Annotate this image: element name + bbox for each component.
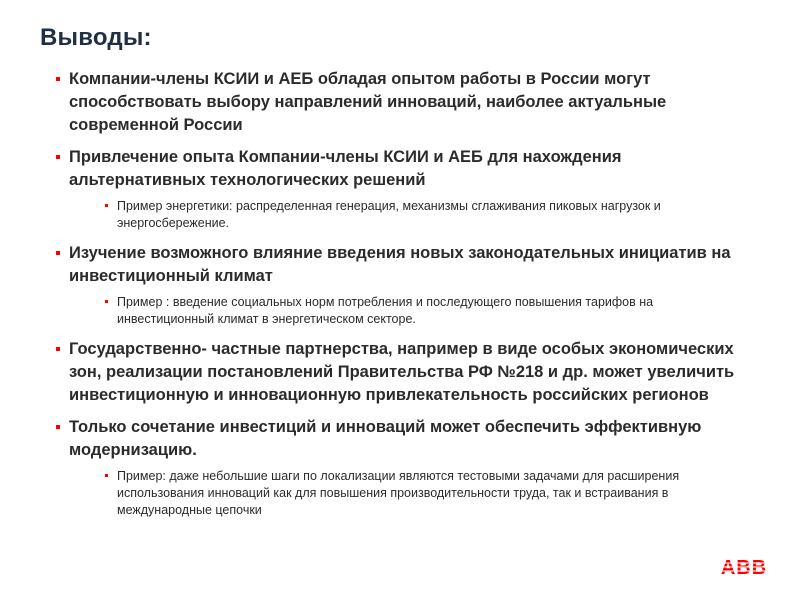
bullet-item-4 (52, 338, 752, 407)
sub-bullet-item (99, 468, 752, 519)
bullet-icon (56, 77, 60, 81)
sub-bullet-icon (105, 474, 108, 477)
sub-bullet-item (99, 198, 752, 232)
sub-bullet-text: Пример: даже небольшие шаги по локализации являются тестовыми задачами для расширения использования инноваций как для повышения производительности труда, так и встраивания в международные цепочки (117, 469, 680, 517)
slide-title: Выводы: (40, 24, 152, 51)
bullet-item-1 (52, 68, 752, 137)
bullet-text: Государственно- частные партнерства, например в виде особых экономических зон, реализации постановлений Правительства РФ №218 и др. может увеличить инвестиционную и инновационную привлекательность российских регионов (69, 340, 735, 404)
bullet-icon (56, 251, 60, 255)
sub-bullet-text: Пример : введение социальных норм потребления и последующего повышения тарифов на инвестиционный климат в энергетическом секторе. (117, 295, 654, 326)
bullet-item-3 (52, 242, 752, 328)
bullet-item-2 (52, 146, 752, 232)
bullet-list (52, 68, 752, 529)
bullet-icon (56, 155, 60, 159)
svg-text:ABB: ABB (720, 557, 768, 578)
sub-bullet-icon (105, 204, 108, 207)
sub-bullet-icon (105, 300, 108, 303)
bullet-text: Компании-члены КСИИ и АЕБ обладая опытом работы в России могут способствовать выбору направлений инноваций, наиболее актуальные современной России (69, 70, 667, 134)
bullet-text: Привлечение опыта Компании-члены КСИИ и АЕБ для нахождения альтернативных технологических решений (69, 148, 622, 189)
bullet-text: Только сочетание инвестиций и инноваций может обеспечить эффективную модернизацию. (69, 418, 702, 459)
bullet-icon (56, 347, 60, 351)
sub-bullet-item (99, 294, 752, 328)
bullet-item-5 (52, 416, 752, 519)
bullet-icon (56, 425, 60, 429)
sub-bullet-text: Пример энергетики: распределенная генерация, механизмы сглаживания пиковых нагрузок и энергосбережение. (117, 199, 661, 230)
bullet-text: Изучение возможного влияние введения новых законодательных инициатив на инвестиционный климат (69, 244, 731, 285)
abb-logo (714, 556, 774, 578)
